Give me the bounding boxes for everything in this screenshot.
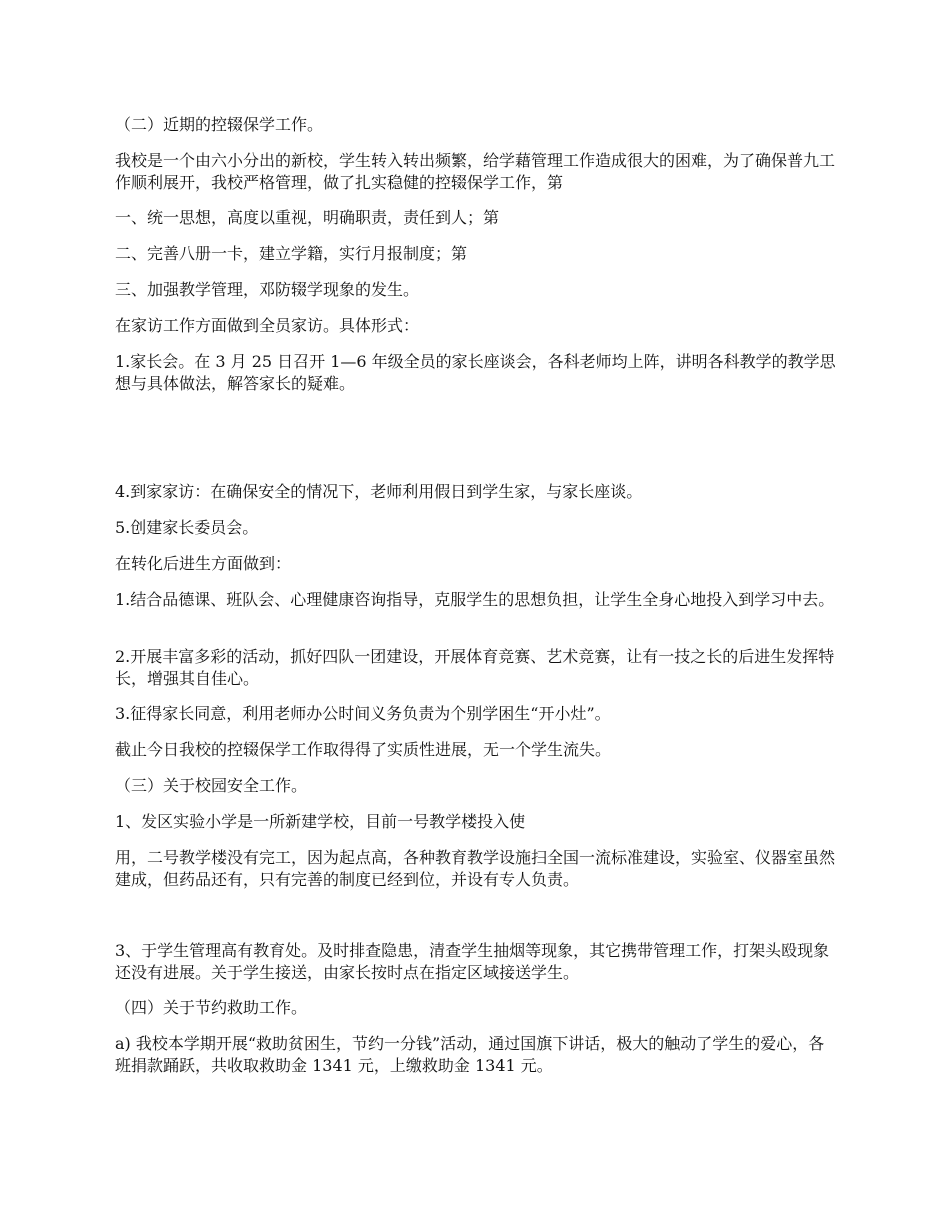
paragraph-progress: 截止今日我校的控辍保学工作取得得了实质性进展，无一个学生流失。 bbox=[115, 740, 612, 759]
paragraph-safety-3: 3、于学生管理高有教育处。及时排查隐患，清查学生抽烟等现象，其它携带管理工作，打架头殴现象还没有进展。关于学生接送，由家长按时点在指定区域接送学生。 bbox=[115, 941, 830, 982]
paragraph-parent-committee: 5.创建家长委员会。 bbox=[115, 518, 259, 537]
section-heading-2: （二）近期的控辍保学工作。 bbox=[115, 115, 324, 134]
paragraph-transform-2: 2.开展丰富多彩的活动，抓好四队一团建设，开展体育竞赛、艺术竞赛，让有一技之长的后进生发挥特长，增强其自佳心。 bbox=[115, 647, 835, 688]
paragraph-aid: a) 我校本学期开展“救助贫困生，节约一分钱”活动，通过国旗下讲话，极大的触动了学生的爱心，各班捐款踊跃，共收取救助金 1341 元，上缴救助金 1341 元。 bbox=[115, 1034, 825, 1075]
paragraph-parent-meeting: 1.家长会。在 3 月 25 日召开 1—6 年级全员的家长座谈会，各科老师均上阵，讲明各科教学的教学思想与具体做法，解答家长的疑难。 bbox=[115, 352, 836, 393]
paragraph-item-3: 三、加强教学管理，邓防辍学现象的发生。 bbox=[115, 280, 420, 299]
paragraph-safety-1: 1、发区实验小学是一所新建学校，目前一号教学楼投入使 bbox=[115, 812, 526, 831]
paragraph-transform-1: 1.结合品德课、班队会、心理健康咨询指导，克服学生的思想负担，让学生全身心地投入到学习中去。 bbox=[115, 590, 835, 609]
paragraph-item-2: 二、完善八册一卡，建立学籍，实行月报制度；第 bbox=[115, 244, 468, 263]
section-heading-3: （三）关于校园安全工作。 bbox=[115, 776, 308, 795]
paragraph-home-visit: 在家访工作方面做到全员家访。具体形式： bbox=[115, 316, 420, 335]
paragraph-visit-home: 4.到家家访：在确保安全的情况下，老师利用假日到学生家，与家长座谈。 bbox=[115, 482, 643, 501]
section-heading-4: （四）关于节约救助工作。 bbox=[115, 998, 308, 1017]
paragraph-transform-3: 3.征得家长同意，利用老师办公时间义务负责为个别学困生“开小灶”。 bbox=[115, 704, 611, 723]
paragraph-intro: 我校是一个由六小分出的新校，学生转入转出频繁，给学藉管理工作造成很大的困难，为了确保普九工作顺利展开，我校严格管理，做了扎实稳健的控辍保学工作，第 bbox=[115, 151, 836, 192]
paragraph-transform: 在转化后进生方面做到： bbox=[115, 554, 292, 573]
paragraph-item-1: 一、统一思想，高度以重视，明确职责，责任到人；第 bbox=[115, 208, 500, 227]
paragraph-safety-1-cont: 用，二号教学楼没有完工，因为起点高，各种教育教学设施扫全国一流标准建设，实验室、仪器室虽然建成，但药品还有，只有完善的制度已经到位，并设有专人负责。 bbox=[115, 848, 836, 889]
